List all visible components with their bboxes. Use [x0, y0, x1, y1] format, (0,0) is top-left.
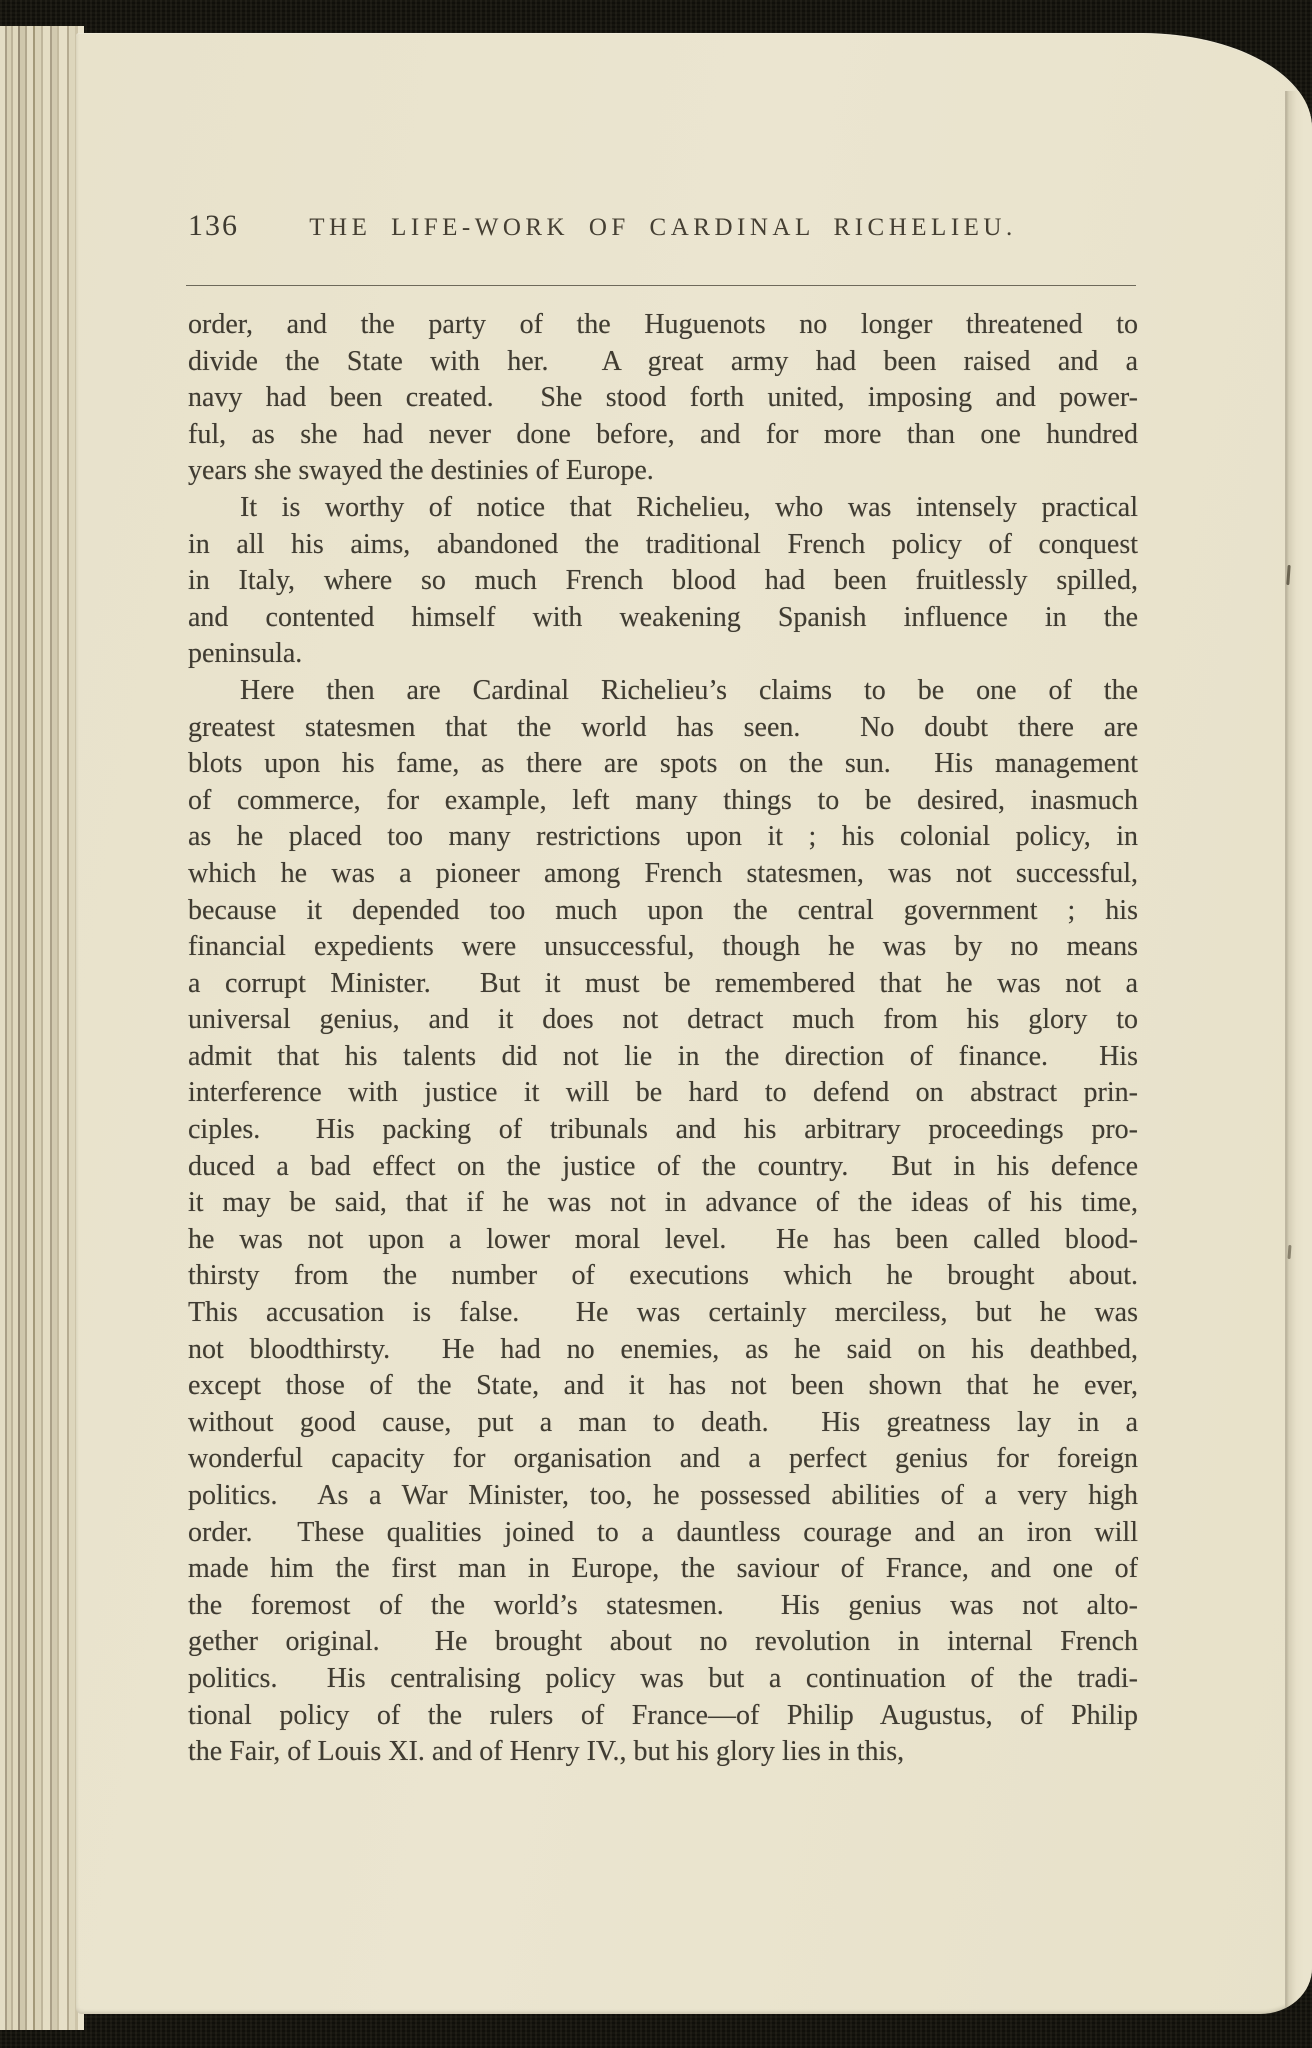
text-line: interference with justice it will be hard to defend on abstract prin-	[188, 1077, 1138, 1109]
paragraph	[188, 307, 1138, 490]
text-line: the foremost of the world’s statesmen. His genius was not alto-	[188, 1589, 1138, 1621]
text-line: admit that his talents did not lie in the direction of finance. His	[188, 1040, 1138, 1072]
text-line: ful, as she had never done before, and for more than one hundred	[188, 418, 1138, 450]
text-line: it may be said, that if he was not in advance of the ideas of his time,	[188, 1187, 1138, 1219]
text-line: blots upon his fame, as there are spots on the sun. His management	[188, 748, 1138, 780]
text-line: This accusation is false. He was certainly merciless, but he was	[188, 1297, 1138, 1329]
page-number: 136	[188, 209, 239, 242]
text-line: greatest statesmen that the world has seen. No doubt there are	[188, 711, 1138, 743]
text-line: thirsty from the number of executions which he brought about.	[188, 1260, 1138, 1292]
text-line: financial expedients were unsuccessful, though he was by no means	[188, 931, 1138, 963]
text-line: peninsula.	[188, 638, 303, 670]
text-line: of commerce, for example, left many things to be desired, inasmuch	[188, 784, 1138, 816]
text-line: Here then are Cardinal Richelieu’s claims to be one of the	[240, 674, 1138, 706]
text-line: divide the State with her. A great army had been raised and a	[188, 345, 1138, 377]
text-line: not bloodthirsty. He had no enemies, as he said on his deathbed,	[188, 1333, 1138, 1365]
paragraph	[188, 673, 1138, 1771]
text-line: politics. His centralising policy was but a continuation of the tradi-	[188, 1662, 1138, 1694]
text-line: years she swayed the destinies of Europe.	[188, 455, 654, 487]
text-line: It is worthy of notice that Richelieu, who was intensely practical	[240, 491, 1138, 523]
text-line: except those of the State, and it has not been shown that he ever,	[188, 1370, 1138, 1402]
text-line: politics. As a War Minister, too, he possessed abilities of a very high	[188, 1480, 1138, 1511]
text-line: in all his aims, abandoned the traditional French policy of conquest	[188, 528, 1138, 560]
text-line: which he was a pioneer among French statesmen, was not successful,	[188, 857, 1138, 889]
page-edge-stack	[0, 26, 84, 2030]
page-fold-gutter	[1285, 91, 1312, 2014]
text-line: universal genius, and it does not detract much from his glory to	[188, 1004, 1138, 1036]
text-body	[188, 307, 1138, 1771]
text-line: gether original. He brought about no revolution in internal French	[188, 1626, 1138, 1658]
paragraph	[188, 490, 1138, 673]
text-line: without good cause, put a man to death. His greatness lay in a	[188, 1406, 1138, 1438]
text-line: wonderful capacity for organisation and a perfect genius for foreign	[188, 1443, 1138, 1475]
text-line: tional policy of the rulers of France—of Philip Augustus, of Philip	[188, 1699, 1138, 1731]
text-line: order, and the party of the Huguenots no longer threatened to	[188, 309, 1138, 340]
text-line: ciples. His packing of tribunals and his arbitrary proceedings pro-	[188, 1114, 1138, 1146]
text-line: a corrupt Minister. But it must be remembered that he was not a	[188, 967, 1138, 999]
text-line: as he placed too many restrictions upon it ; his colonial policy, in	[188, 821, 1138, 853]
running-head: THE LIFE-WORK OF CARDINAL RICHELIEU.	[309, 214, 1017, 241]
text-line: in Italy, where so much French blood had been fruitlessly spilled,	[188, 565, 1138, 597]
text-line: he was not upon a lower moral level. He has been called blood-	[188, 1223, 1138, 1255]
text-line: and contented himself with weakening Spanish influence in the	[188, 601, 1138, 633]
book-page	[76, 33, 1312, 2014]
text-line: because it depended too much upon the central government ; his	[188, 894, 1138, 926]
text-line: the Fair, of Louis XI. and of Henry IV., but his glory lies in this,	[188, 1736, 905, 1768]
text-line: navy had been created. She stood forth united, imposing and power-	[188, 382, 1138, 414]
text-line: made him the first man in Europe, the saviour of France, and one of	[188, 1553, 1138, 1585]
text-line: duced a bad effect on the justice of the country. But in his defence	[188, 1150, 1138, 1182]
header-rule	[186, 285, 1136, 286]
text-line: order. These qualities joined to a dauntless courage and an iron will	[188, 1516, 1138, 1548]
